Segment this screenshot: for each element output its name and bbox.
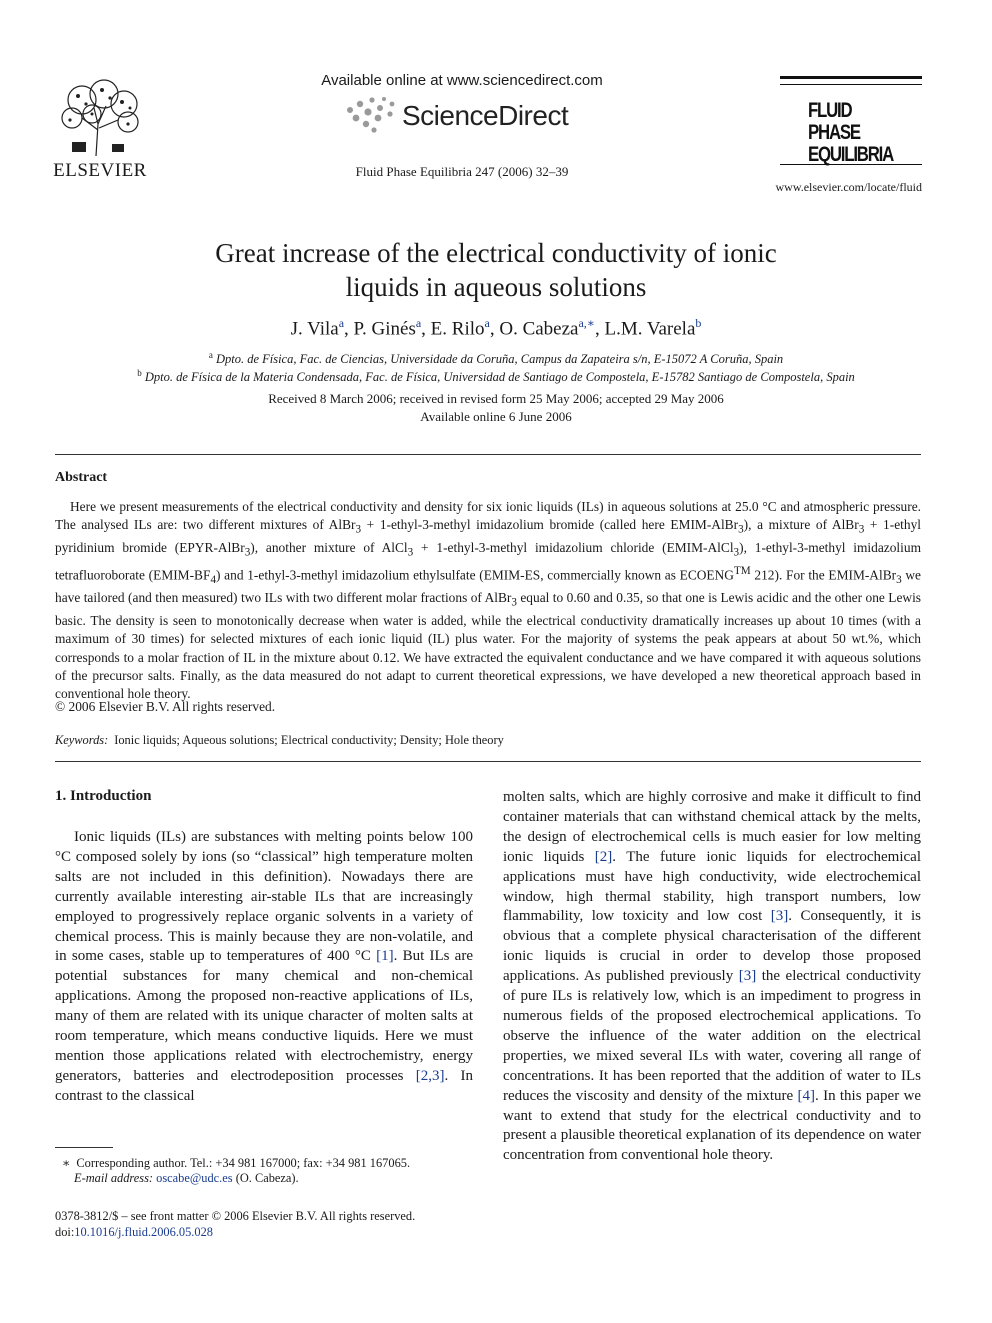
- introduction-right-column: molten salts, which are highly corrosive and make it difficult to find container materials that can withstand chemical attack by the melts, the design of electrochemical cells is much easier for low melting ionic liquids [2]. The future ionic liquids for electrochemical applications must have high conductivity, wide electrochemical window, high thermal stability, high transport numbers, low flammability, low toxicity and low cost [3]. Consequently, it is obvious that a complete physical characterisation of the different ionic liquids is crucial in order to develop those proposed applications. As published previously [3] the electrical conductivity of pure ILs is relatively low, which is an impediment to progress in numerous fields of the proposed electrochemical applications. To observe the influence of the water addition on the electrical properties, we mixed several ILs with water, covering all range of concentrations. It has been reported that the addition of water to ILs reduces the viscosity and density of the mixture [4]. In this paper we want to extend that study for the electrical conductivity and to present a plausible theoretical explanation of its dependence on water concentration from conventional hole theory.: [503, 789, 921, 1164]
- introduction-left-column: Ionic liquids (ILs) are substances with melting points below 100 °C composed solely by ions (so “classical” high temperature molten salts are not included in this definition). Nowadays there are currently available interesting air-stable ILs that are increasingly employed to progressively replace organic solvents in a variety of chemical process. This is mainly because they are non-volatile, and in some cases, stable up to temperatures of 400 °C [1]. But ILs are potential substances for many chemical and non-chemical applications. Among the proposed non-reactive applications of ILs, many of them are related with its unique character of molten salts at room temperature, which means conductive liquids. Here we must mention those applications related with electrochemistry, energy generators, batteries and electrodeposition processes [2,3]. In contrast to the classical: [55, 829, 474, 1104]
- title-line-2: liquids in aqueous solutions: [345, 272, 647, 302]
- article-title: [100, 236, 892, 304]
- keywords-list: Ionic liquids; Aqueous solutions; Electrical conductivity; Density; Hole theory: [114, 733, 504, 747]
- received-dates: Received 8 March 2006; received in revised form 25 May 2006; accepted 29 May 2006: [268, 391, 724, 406]
- affiliation-letter: a: [208, 350, 213, 360]
- available-online-date: Available online 6 June 2006: [420, 409, 572, 424]
- journal-logo-line-2: EQUILIBRIA: [808, 143, 894, 166]
- journal-logo: [780, 76, 922, 174]
- elsevier-tree-logo: [52, 78, 148, 156]
- sciencedirect-dots-icon: [344, 96, 400, 136]
- email-label: E-mail address:: [74, 1171, 154, 1185]
- journal-url[interactable]: www.elsevier.com/locate/fluid: [775, 180, 922, 194]
- email-footnote: E-mail address: oscabe@udc.es (O. Cabeza).: [74, 1171, 299, 1185]
- sciencedirect-wordmark: ScienceDirect: [402, 100, 569, 131]
- author-name: E. Rilo: [430, 318, 485, 340]
- affiliation-a: [60, 350, 932, 367]
- section-heading-introduction: 1. Introduction: [55, 788, 152, 804]
- citation-link[interactable]: [3]: [738, 968, 757, 985]
- doi-link[interactable]: 10.1016/j.fluid.2006.05.028: [74, 1225, 213, 1239]
- sciencedirect-logo: [344, 94, 584, 138]
- abstract-body: Here we present measurements of the electrical conductivity and density for six ionic liquids (ILs) in aqueous solutions at 25.0 °C and atmospheric pressure. The analysed ILs are: two different mixtures of AlBr$_3$ + 1-ethyl-3-methyl imidazolium bromide (called here EMIM-AlBr$_3$), a mixture of AlBr$_3$ + 1-ethyl pyridinium bromide (EPYR-AlBr$_3$), another mixture of AlCl$_3$ + 1-ethyl-3-methyl imidazolium chloride (EMIM-AlCl$_3$), 1-ethyl-3-methyl imidazolium tetrafluoroborate $(EMIM-BF_4)$ and 1-ethyl-3-methyl imidazolium ethylsulfate (EMIM-ES, commercially known as ECOENG™ 212). For the EMIM-AlBr$_3$ we have tailored (and then measured) two ILs with two different molar fractions of AlBr$_3$ equal to 0.60 and 0.35, so that one is Lewis acidic and the other one Lewis basic. The density is seen to monotonically decrease when water is added, while the electrical conductivity dramatically increases up about 10 times (with a maximum of 30 times) for selected mixtures of each ionic liquid (IL) plus water. For the majority of systems the peak appears at about 50 wt.%, which corresponds to a molar fraction of IL in the mixture about 0.12. We have extracted the equivalent conductance and we have compared it with aqueous solutions of the precursor salts. Finally, as the data measured do not adapt to current theoretical expressions, we have developed a new theoretical approach based in conventional hole theory.: [55, 499, 921, 701]
- affiliation-mark[interactable]: a,∗: [578, 316, 595, 330]
- available-online-line: Available online at www.sciencedirect.com: [321, 72, 603, 89]
- author-name: J. Vila: [290, 318, 339, 340]
- citation-link[interactable]: [3]: [770, 908, 789, 925]
- citation-link[interactable]: [2,3]: [415, 1067, 445, 1084]
- abstract-copyright: © 2006 Elsevier B.V. All rights reserved.: [55, 699, 276, 714]
- affiliation-mark[interactable]: b: [695, 316, 702, 330]
- keywords: [55, 733, 504, 748]
- author-list: J. Vila$^a$, P. Ginés$^a$, E. Rilo$^a$, O. Cabeza$^{a,∗}$, L.M. Varela$^b$: [290, 316, 702, 340]
- divider: [55, 454, 921, 455]
- doi-line: doi:10.1016/j.fluid.2006.05.028: [55, 1225, 213, 1239]
- title-line-1: Great increase of the electrical conductivity of ionic: [215, 238, 777, 268]
- journal-logo-line-1: FLUID PHASE: [808, 99, 860, 144]
- footnote-rule: [55, 1147, 113, 1148]
- citation-link[interactable]: [1]: [376, 948, 394, 965]
- publisher-name: ELSEVIER: [53, 160, 147, 181]
- affiliation-mark[interactable]: a: [338, 316, 345, 330]
- affiliation-letter: b: [137, 368, 142, 378]
- affiliation-text: Dpto. de Física de la Materia Condensada, Fac. de Física, Universidad de Santiago de Compostela, E-15782 Santiago de Compostela, Spain: [144, 370, 855, 385]
- email-link[interactable]: oscabe@udc.es: [156, 1171, 233, 1185]
- affiliation-text: Dpto. de Física, Fac. de Ciencias, Universidade da Coruña, Campus da Zapateira s/n, E-15072 A Coruña, Spain: [215, 352, 784, 367]
- journal-citation: Fluid Phase Equilibria 247 (2006) 32–39: [355, 164, 569, 179]
- affiliation-mark[interactable]: a: [484, 316, 490, 330]
- author-name: L.M. Varela: [604, 318, 696, 340]
- affiliation-b: [60, 368, 932, 385]
- citation-link[interactable]: [2]: [594, 848, 613, 865]
- author-name: O. Cabeza: [499, 318, 579, 340]
- affiliation-mark[interactable]: a: [415, 316, 422, 330]
- keywords-label: Keywords:: [55, 733, 109, 747]
- article-history: [100, 390, 892, 426]
- front-matter-line: 0378-3812/$ – see front matter © 2006 Elsevier B.V. All rights reserved.: [55, 1209, 416, 1223]
- author-name: P. Ginés: [353, 318, 416, 340]
- corresponding-author-footnote: ∗ Corresponding author. Tel.: +34 981 167000; fax: +34 981 167065.: [62, 1156, 411, 1170]
- abstract-heading: Abstract: [55, 470, 108, 485]
- divider: [55, 761, 921, 762]
- citation-link[interactable]: [4]: [797, 1087, 815, 1104]
